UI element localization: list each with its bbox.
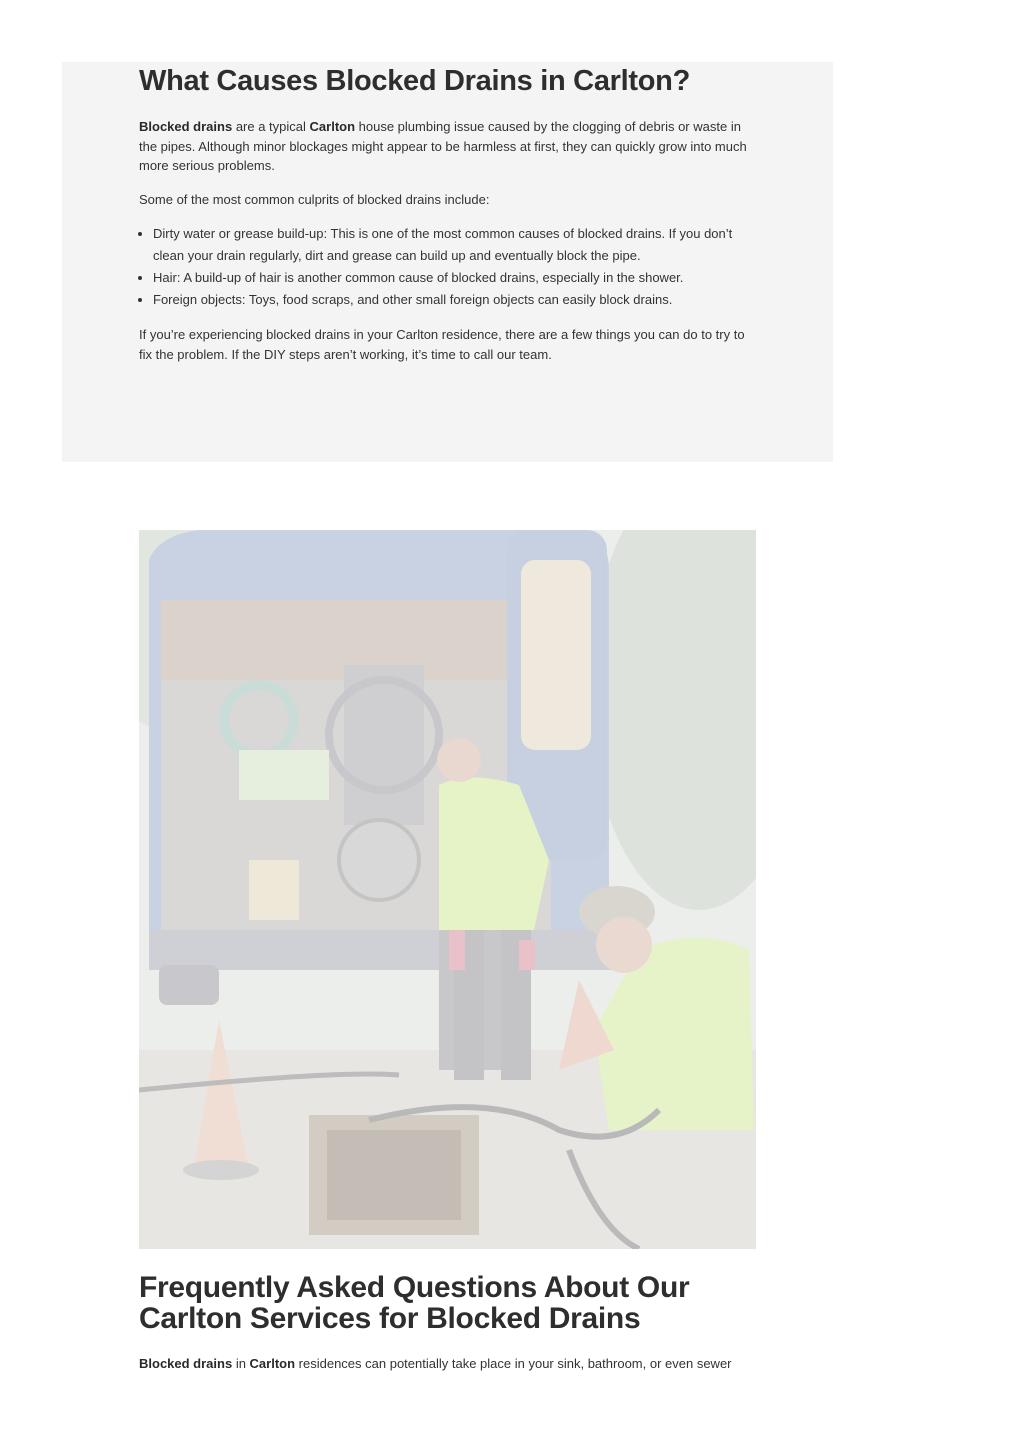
faq-intro-paragraph [139, 1354, 759, 1374]
causes-closing-paragraph: If you’re experiencing blocked drains in your Carlton residence, there are a few things you can do to try to fix the problem. If the DIY steps aren’t working, it’s time to call our team. [139, 327, 745, 362]
drain-workers-photo [139, 530, 756, 1249]
culprits-intro: Some of the most common culprits of blocked drains include: [139, 191, 490, 207]
bold-keyword: Carlton [249, 1356, 296, 1371]
list-item: • Foreign objects: Toys, food scraps, and other small foreign objects can easily block drains. [153, 289, 759, 311]
intro-text: in [232, 1356, 250, 1371]
photo-illustration [139, 530, 756, 1249]
bold-keyword: Blocked drains [139, 119, 233, 134]
intro-text: house plumbing issue caused by the clogging of debris or waste in the pipes. Although minor blockages might appear to be harmless at first, they can quickly grow into much more serious problems. [139, 119, 747, 173]
faq-heading: Frequently Asked Questions About Our Carlton Services for Blocked Drains [139, 1271, 690, 1335]
causes-intro-paragraph [139, 117, 759, 176]
list-item: • Hair: A build-up of hair is another common cause of blocked drains, especially in the shower. [153, 267, 759, 289]
bold-keyword: Carlton [309, 119, 356, 134]
bold-keyword: Blocked drains [139, 1356, 233, 1371]
intro-text: are a typical [232, 119, 310, 134]
culprits-list [139, 223, 759, 311]
intro-text: residences can potentially take place in your sink, bathroom, or even sewer [295, 1356, 732, 1371]
causes-section [139, 62, 759, 365]
causes-heading: What Causes Blocked Drains in Carlton? [139, 65, 690, 97]
faq-section [139, 1272, 759, 1374]
list-item: • Dirty water or grease build-up: This is one of the most common causes of blocked drains. If you don’t clean your drain regularly, dirt and grease can build up and eventually block the pipe. [153, 223, 759, 267]
